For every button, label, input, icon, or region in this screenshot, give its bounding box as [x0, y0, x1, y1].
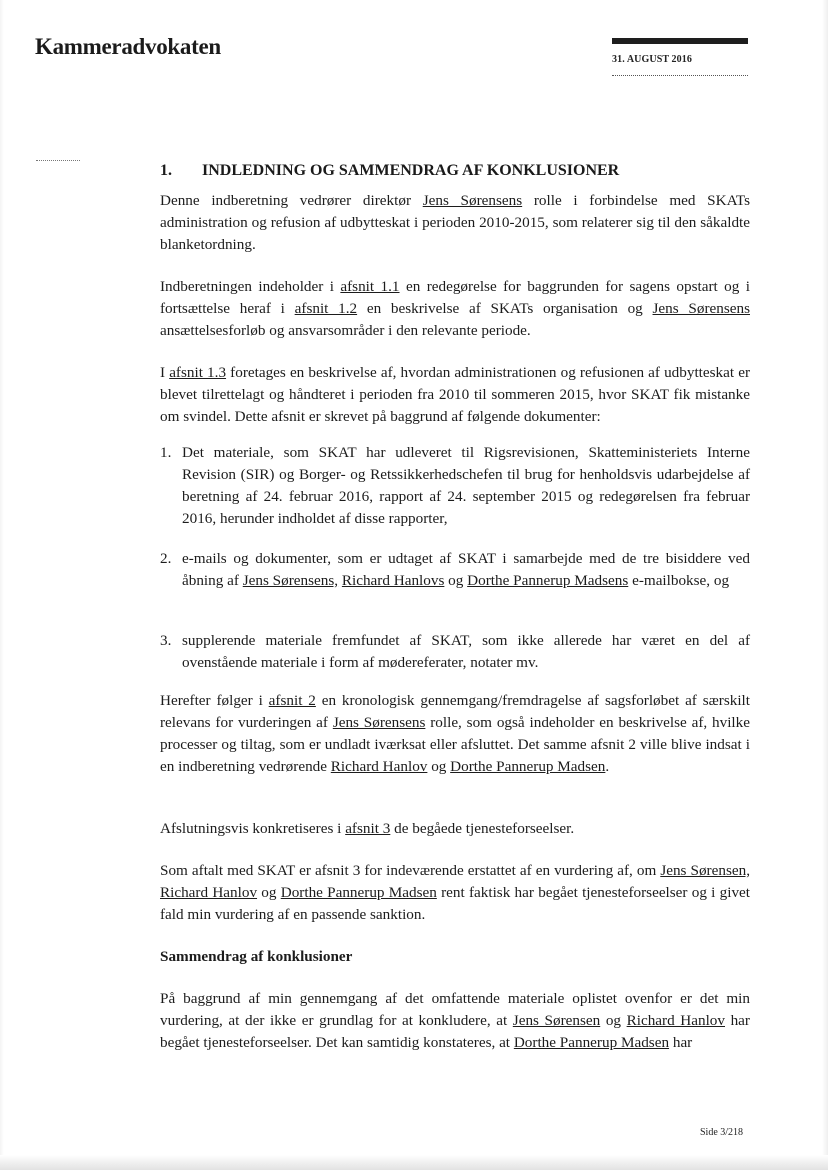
logo-kammeradvokaten: Kammeradvokaten	[35, 34, 221, 59]
text-run: og	[427, 758, 451, 775]
paragraph-5	[160, 818, 750, 840]
list-item-1	[160, 442, 750, 530]
section-link-1-1[interactable]: afsnit 1.1	[340, 278, 400, 295]
text-run: og	[600, 1012, 627, 1029]
name-richard-hanlov: Richard Hanlovs	[341, 572, 445, 589]
list-item-2	[160, 548, 750, 592]
list-number: 1.	[160, 444, 172, 461]
name-jens-sorensen: Jens Sørensen,	[660, 862, 750, 879]
paragraph-4	[160, 690, 750, 778]
paragraph-1	[160, 190, 750, 256]
name-richard-hanlov: Richard Hanlov	[626, 1012, 725, 1029]
text-run: en beskrivelse af SKATs organisation og	[357, 300, 653, 317]
paragraph-6	[160, 860, 750, 926]
section-number: 1.	[160, 162, 172, 179]
name-dorthe-pannerup-madsen: Dorthe Pannerup Madsen	[280, 884, 437, 901]
text-run: ansættelsesforløb og ansvarsområder i den relevante periode.	[160, 322, 531, 339]
text-run: I	[160, 364, 170, 381]
text-run: rent faktisk har begået tjenesteforseelser og i givet fald min vurdering af en passende sanktion.	[160, 884, 750, 923]
name-dorthe-pannerup-madsen: Dorthe Pannerup Madsen	[450, 758, 606, 775]
text-run: e-mails og dokumenter, som er udtaget af SKAT i samarbejde med de tre bisiddere ved åbning af	[182, 550, 750, 589]
list-number: 3.	[160, 632, 172, 649]
text-run: Som aftalt med SKAT er afsnit 3 for indeværende erstattet af en vurdering af, om	[160, 862, 661, 879]
text-run: .	[605, 758, 610, 775]
text-run: Denne indberetning vedrører direktør	[160, 192, 423, 209]
text-run: en redegørelse for baggrunden for sagens opstart og i fortsættelse heraf i	[160, 278, 750, 317]
name-dorthe-pannerup-madsen: Dorthe Pannerup Madsen	[513, 1034, 670, 1051]
text-run: e-mailbokse, og	[628, 572, 730, 589]
text-run: og	[257, 884, 281, 901]
text-run: På baggrund af min gennemgang af det omfattende materiale oplistet ovenfor er det min vurdering, at der ikke er grundlag for at konkludere, at	[160, 990, 750, 1029]
paragraph-7	[160, 988, 750, 1054]
section-heading	[160, 162, 619, 180]
name-jens-sorensen: Jens Sørensens	[652, 300, 750, 317]
text-run: de begåede tjenesteforseelser.	[390, 820, 575, 837]
text-run: Indberetningen indeholder i	[160, 278, 341, 295]
date-dotted-rule	[612, 75, 748, 76]
text-run: Herefter følger i	[160, 692, 269, 709]
name-richard-hanlov: Richard Hanlov	[160, 884, 258, 901]
section-link-3[interactable]: afsnit 3	[345, 820, 391, 837]
paragraph-2	[160, 276, 750, 342]
text-run: og	[444, 572, 468, 589]
section-link-1-2[interactable]: afsnit 1.2	[294, 300, 358, 317]
date-bar	[612, 38, 748, 44]
name-richard-hanlov: Richard Hanlov	[330, 758, 428, 775]
list-text: Det materiale, som SKAT har udleveret til Rigsrevisionen, Skatteministeriets Interne Revision (SIR) og Borger- og Retssikkerhedschefen til brug for henholdsvis udarbejdelse af beretning af 24. februar 2016, rapport af 24. september 2015 og redegørelsen fra februar 2016, herunder indholdet af disse rapporter,	[182, 444, 750, 527]
page-number: Side 3/218	[700, 1127, 744, 1138]
subheading-summary: Sammendrag af konklusioner	[160, 948, 353, 965]
scan-shadow	[0, 1155, 828, 1170]
name-jens-sorensen: Jens Sørensens,	[242, 572, 339, 589]
section-title: INDLEDNING OG SAMMENDRAG AF KONKLUSIONER	[202, 162, 620, 179]
paragraph-3	[160, 362, 750, 428]
name-dorthe-pannerup-madsen: Dorthe Pannerup Madsens	[467, 572, 629, 589]
name-jens-sorensen: Jens Sørensens	[332, 714, 426, 731]
name-jens-sorensen: Jens Sørensen	[512, 1012, 601, 1029]
section-link-1-3[interactable]: afsnit 1.3	[169, 364, 227, 381]
text-run: Afslutningsvis konkretiseres i	[160, 820, 346, 837]
text-run: har	[669, 1034, 693, 1051]
list-text: supplerende materiale fremfundet af SKAT, som ikke allerede har været en del af ovenstående materiale i form af mødereferater, notater mv.	[182, 632, 750, 671]
section-link-2[interactable]: afsnit 2	[268, 692, 316, 709]
list-item-3	[160, 630, 750, 674]
margin-dotted-rule	[36, 160, 80, 161]
list-number: 2.	[160, 550, 172, 567]
list-text	[182, 548, 750, 592]
text-run: rolle, som også indeholder en beskrivelse af, hvilke processer og tiltag, som er undladt iværksat eller afsluttet. Det samme afsnit 2 ville blive indsat i en indberetning vedrørende	[160, 714, 750, 775]
name-jens-sorensen: Jens Sørensens	[422, 192, 523, 209]
text-run: en kronologisk gennemgang/fremdragelse af sagsforløbet af særskilt relevans for vurderingen af	[160, 692, 750, 731]
document-date: 31. AUGUST 2016	[612, 54, 692, 65]
text-run: rolle i forbindelse med SKATs administration og refusion af udbytteskat i perioden 2010-2015, som relaterer sig til den såkaldte blanketordning.	[160, 192, 750, 253]
text-run: foretages en beskrivelse af, hvordan administrationen og refusionen af udbytteskat er blevet tilrettelagt og håndteret i perioden fra 2010 til sommeren 2015, hvor SKAT fik mistanke om svindel. Dette afsnit er skrevet på baggrund af følgende dokumenter:	[160, 364, 751, 425]
text-run: har begået tjenesteforseelser. Det kan samtidig konstateres, at	[160, 1012, 750, 1051]
